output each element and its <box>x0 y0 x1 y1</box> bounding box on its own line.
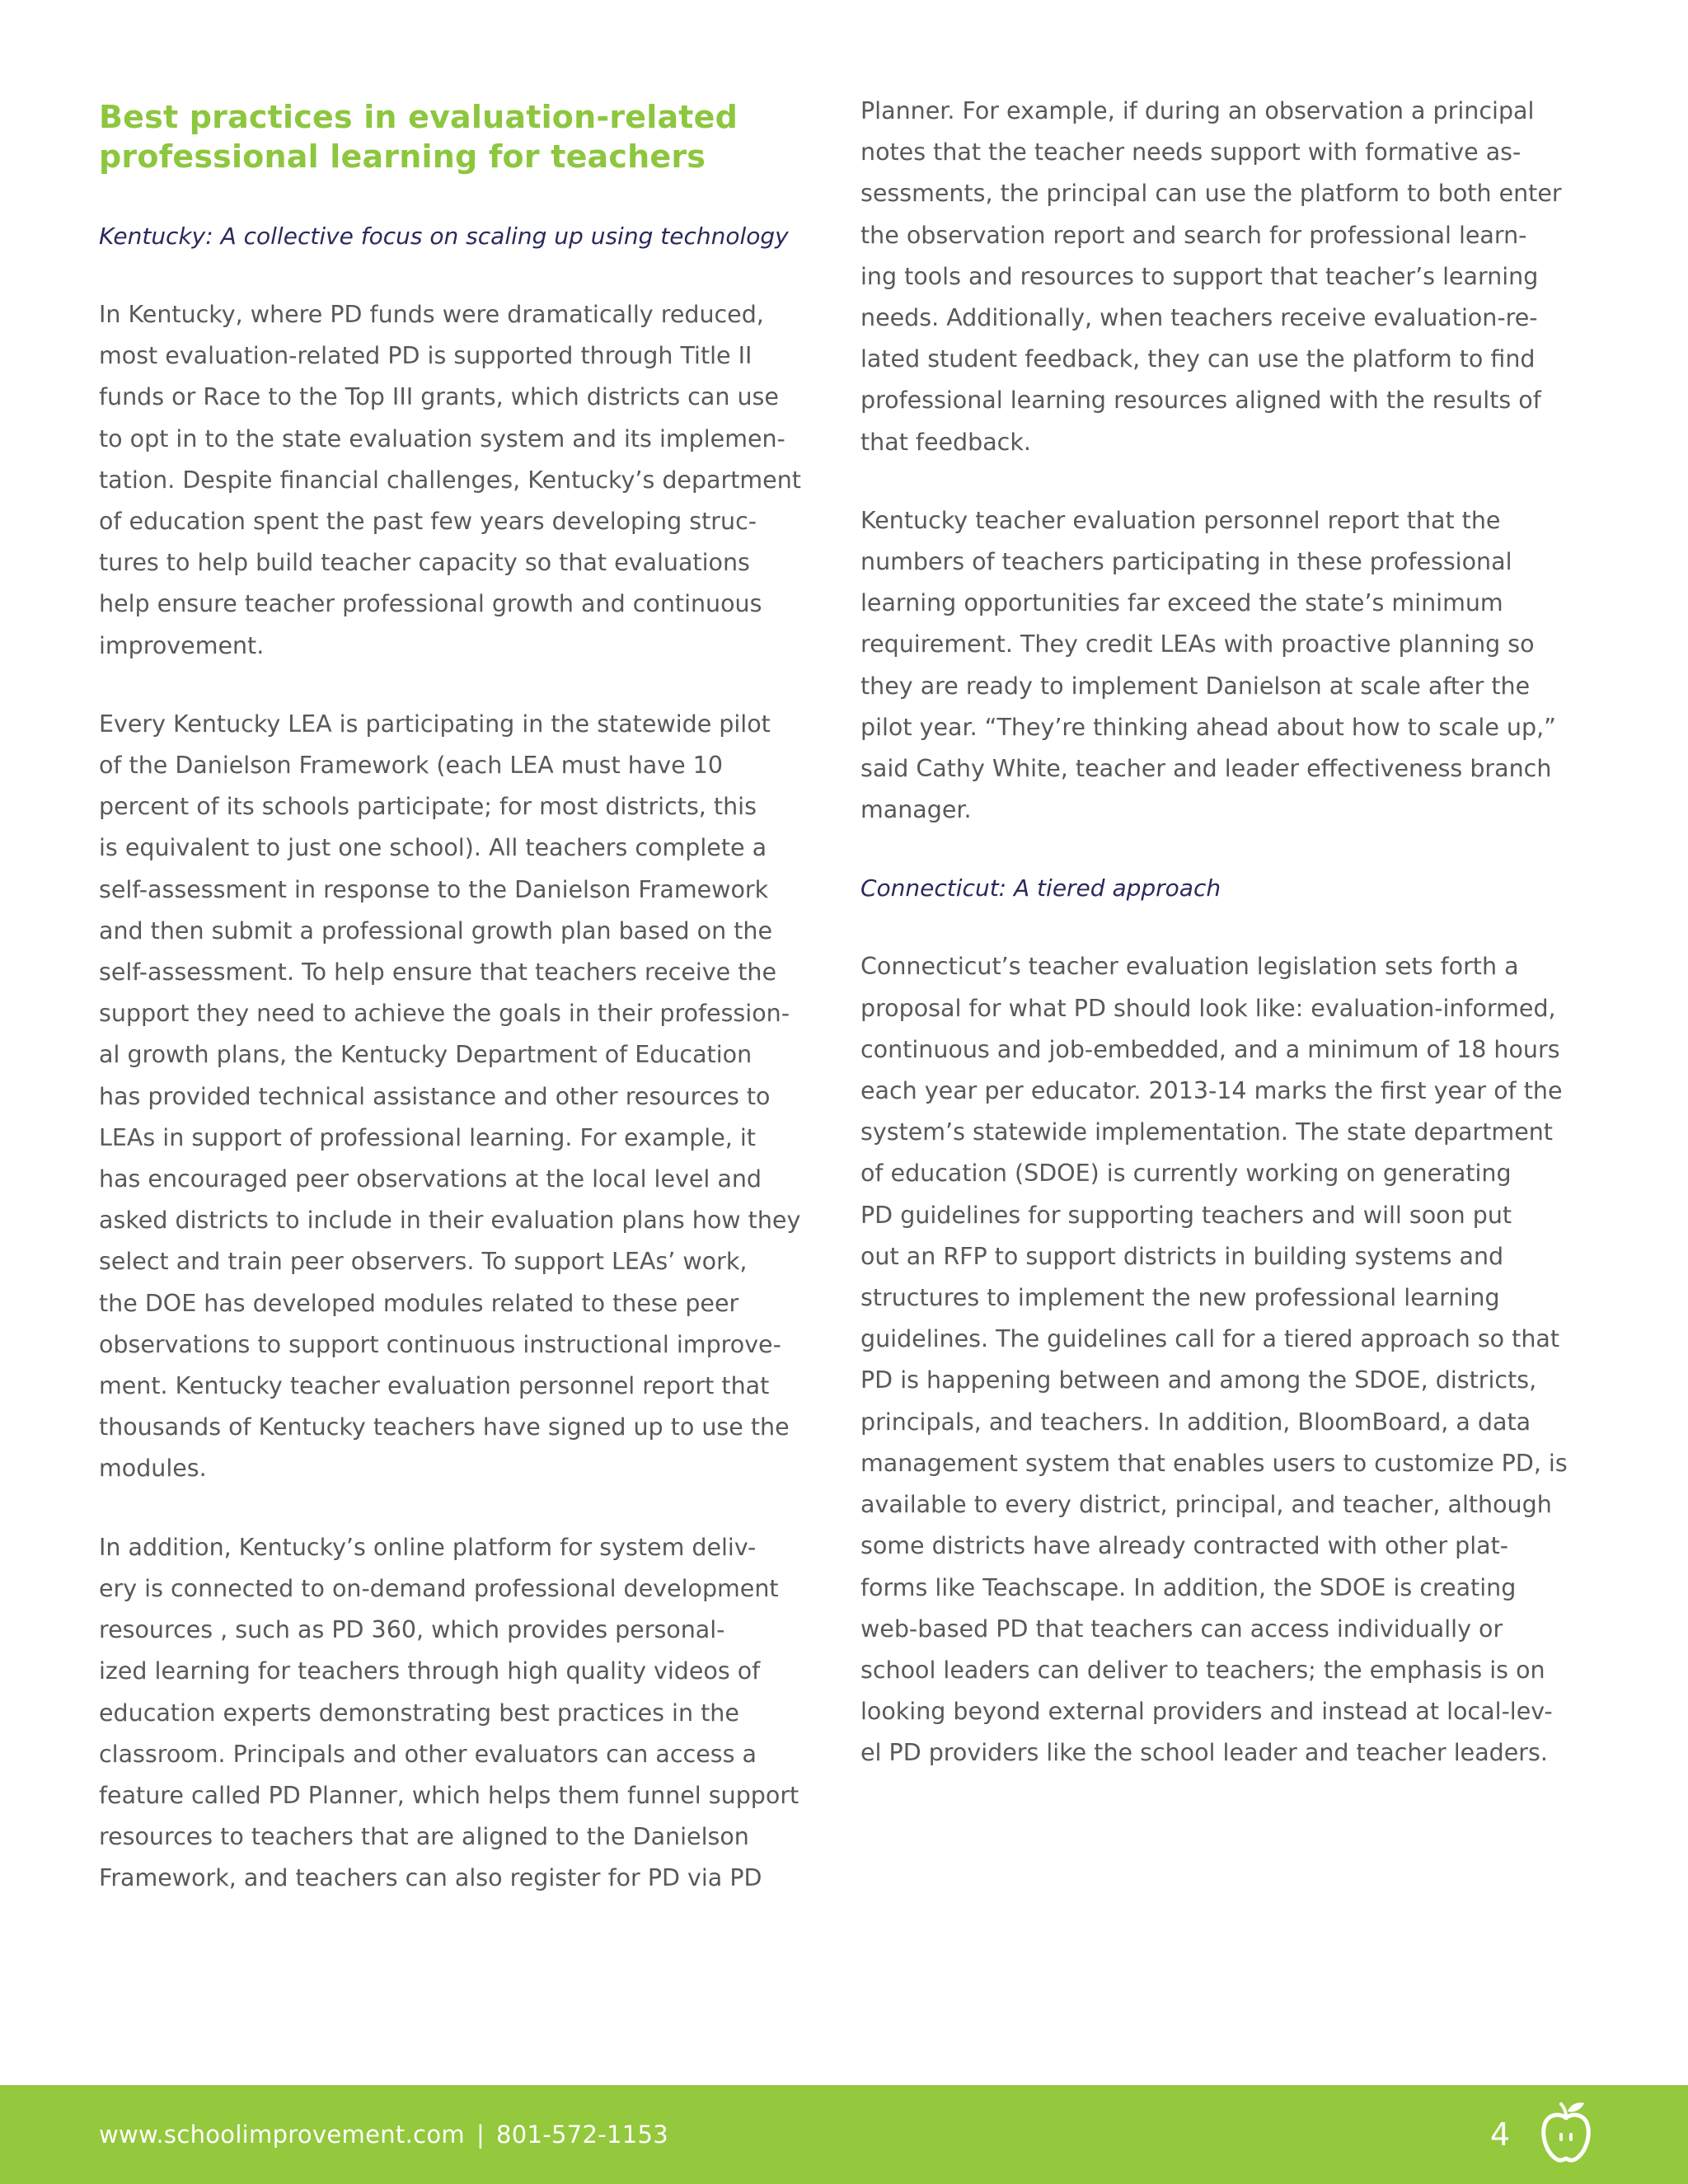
kentucky-paragraph-continued <box>860 91 1602 463</box>
text-line: resources to teachers that are aligned to the Danielson <box>99 1823 749 1851</box>
footer-separator: | <box>476 2121 485 2149</box>
text-line: Every Kentucky LEA is participating in the statewide pilot <box>99 710 771 738</box>
text-line: Framework, and teachers can also register for PD via PD <box>99 1864 762 1892</box>
text-line: to opt in to the state evaluation system and its implemen- <box>99 424 785 452</box>
text-line: the DOE has developed modules related to these peer <box>99 1289 739 1317</box>
text-line: notes that the teacher needs support with formative as- <box>860 138 1522 166</box>
text-line: principals, and teachers. In addition, BloomBoard, a data <box>860 1408 1531 1436</box>
text-line: In addition, Kentucky’s online platform for system deliv- <box>99 1533 757 1561</box>
text-line: pilot year. “They’re thinking ahead about how to scale up,” <box>860 713 1556 741</box>
text-line: has provided technical assistance and other resources to <box>99 1082 771 1110</box>
text-line: feature called PD Planner, which helps them funnel support <box>99 1781 799 1809</box>
website-link[interactable]: www.schoolimprovement.com <box>99 2121 465 2149</box>
text-line: most evaluation-related PD is supported through Title II <box>99 342 753 370</box>
text-line: web-based PD that teachers can access individually or <box>860 1615 1503 1643</box>
text-line: out an RFP to support districts in building systems and <box>860 1242 1504 1270</box>
text-line: resources , such as PD 360, which provides personal- <box>99 1616 725 1644</box>
text-line: professional learning resources aligned with the results of <box>860 387 1541 415</box>
text-line: self-assessment. To help ensure that teachers receive the <box>99 958 777 987</box>
kentucky-paragraph-personnel <box>860 500 1602 832</box>
text-line: lated student feedback, they can use the platform to find <box>860 345 1536 373</box>
left-column <box>99 97 832 1900</box>
text-line: LEAs in support of professional learning. For example, it <box>99 1123 756 1151</box>
text-line: support they need to achieve the goals in their profession- <box>99 1000 790 1028</box>
kentucky-subheading: Kentucky: A collective focus on scaling up using technology <box>99 223 789 250</box>
text-line: modules. <box>99 1455 207 1483</box>
text-line: continuous and job-embedded, and a minimum of 18 hours <box>860 1035 1560 1063</box>
text-line: each year per educator. 2013-14 marks the first year of the <box>860 1077 1563 1105</box>
right-column <box>860 91 1602 1774</box>
kentucky-paragraph-2 <box>99 704 832 1490</box>
text-line: requirement. They credit LEAs with proactive planning so <box>860 630 1535 658</box>
text-line: proposal for what PD should look like: evaluation-informed, <box>860 994 1556 1022</box>
text-line: tures to help build teacher capacity so that evaluations <box>99 549 750 577</box>
text-line: ing tools and resources to support that teacher’s learning <box>860 262 1539 290</box>
text-line: has encouraged peer observations at the local level and <box>99 1165 762 1193</box>
text-line: structures to implement the new professional learning <box>860 1284 1500 1312</box>
text-line: funds or Race to the Top III grants, which districts can use <box>99 383 779 411</box>
text-line: numbers of teachers participating in these professional <box>860 548 1512 576</box>
text-line: management system that enables users to customize PD, is <box>860 1449 1568 1477</box>
text-line: some districts have already contracted with other plat- <box>860 1532 1509 1560</box>
text-line: Kentucky teacher evaluation personnel report that the <box>860 506 1501 534</box>
text-line: sessments, the principal can use the platform to both enter <box>860 180 1562 208</box>
text-line: Planner. For example, if during an observation a principal <box>860 97 1535 124</box>
section-heading <box>99 97 832 176</box>
text-line: is equivalent to just one school). All teachers complete a <box>99 834 767 862</box>
text-line: improvement. <box>99 631 265 659</box>
text-line: In Kentucky, where PD funds were dramatically reduced, <box>99 301 764 328</box>
text-line: tation. Despite financial challenges, Kentucky’s department <box>99 466 801 494</box>
text-line: guidelines. The guidelines call for a tiered approach so that <box>860 1325 1560 1353</box>
text-line: Connecticut’s teacher evaluation legislation sets forth a <box>860 953 1519 981</box>
text-line: forms like Teachscape. In addition, the SDOE is creating <box>860 1573 1517 1601</box>
text-line: select and train peer observers. To support LEAs’ work, <box>99 1248 748 1276</box>
page-number: 4 <box>1490 2116 1511 2153</box>
text-line: that feedback. <box>860 428 1031 456</box>
text-line: help ensure teacher professional growth and continuous <box>99 590 762 618</box>
text-line: al growth plans, the Kentucky Department of Education <box>99 1041 753 1069</box>
connecticut-subheading: Connecticut: A tiered approach <box>860 874 1221 902</box>
text-line: classroom. Principals and other evaluators can access a <box>99 1740 757 1768</box>
heading-line: professional learning for teachers <box>99 138 706 175</box>
kentucky-paragraph-3 <box>99 1527 832 1900</box>
text-line: of the Danielson Framework (each LEA must have 10 <box>99 752 723 780</box>
text-line: percent of its schools participate; for most districts, this <box>99 793 757 821</box>
text-line: PD guidelines for supporting teachers and will soon put <box>860 1201 1512 1229</box>
apple-face-icon <box>1536 2097 1596 2169</box>
text-line: needs. Additionally, when teachers receive evaluation-re- <box>860 304 1538 332</box>
text-line: learning opportunities far exceed the state’s minimum <box>860 589 1503 617</box>
text-line: system’s statewide implementation. The state department <box>860 1118 1553 1146</box>
text-line: school leaders can deliver to teachers; the emphasis is on <box>860 1656 1545 1684</box>
text-line: thousands of Kentucky teachers have signed up to use the <box>99 1413 790 1441</box>
text-line: PD is happening between and among the SDOE, districts, <box>860 1366 1537 1394</box>
phone-number: 801-572-1153 <box>496 2121 669 2149</box>
kentucky-paragraph-1 <box>99 294 832 667</box>
text-line: said Cathy White, teacher and leader effectiveness branch <box>860 755 1552 783</box>
text-line: self-assessment in response to the Danielson Framework <box>99 875 769 903</box>
footer-contact <box>99 2085 668 2184</box>
heading-line: Best practices in evaluation-related <box>99 99 738 135</box>
text-line: manager. <box>860 796 972 824</box>
text-line: el PD providers like the school leader and teacher leaders. <box>860 1739 1548 1767</box>
text-line: ery is connected to on-demand professional development <box>99 1574 779 1602</box>
text-line: education experts demonstrating best practices in the <box>99 1699 739 1727</box>
text-line: and then submit a professional growth plan based on the <box>99 916 772 944</box>
connecticut-paragraph <box>860 946 1602 1774</box>
text-line: ized learning for teachers through high quality videos of <box>99 1657 761 1685</box>
text-line: of education spent the past few years developing struc- <box>99 508 757 536</box>
text-line: of education (SDOE) is currently working on generating <box>860 1160 1512 1188</box>
text-line: available to every district, principal, and teacher, although <box>860 1491 1552 1519</box>
footer-bar <box>0 2085 1688 2184</box>
text-line: observations to support continuous instructional improve- <box>99 1330 781 1358</box>
text-line: ment. Kentucky teacher evaluation personnel report that <box>99 1372 770 1400</box>
text-line: looking beyond external providers and instead at local-lev- <box>860 1698 1553 1726</box>
text-line: asked districts to include in their evaluation plans how they <box>99 1207 801 1235</box>
text-line: they are ready to implement Danielson at scale after the <box>860 672 1531 700</box>
text-line: the observation report and search for professional learn- <box>860 221 1527 249</box>
